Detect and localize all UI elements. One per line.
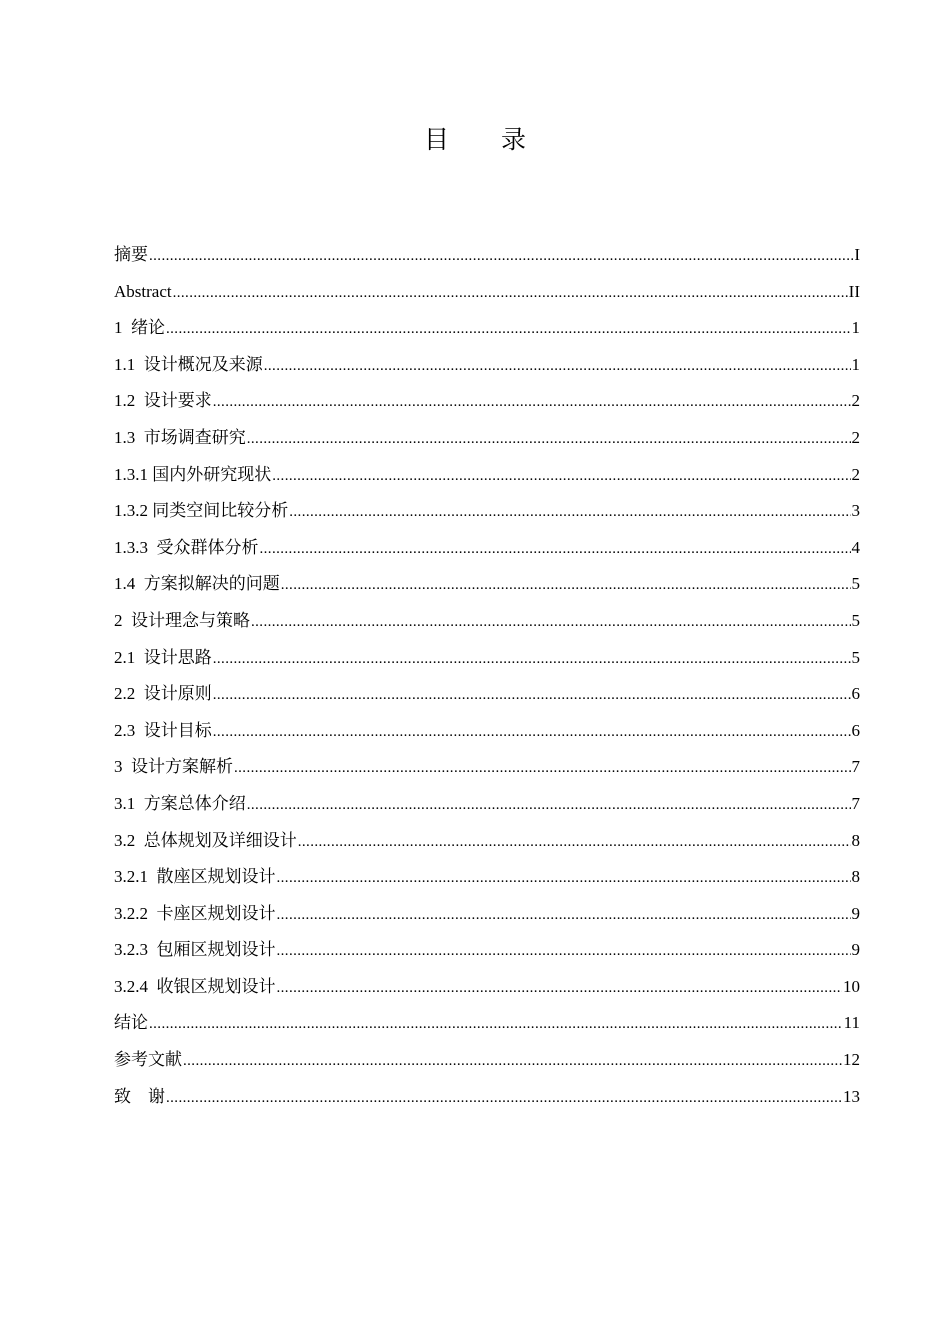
toc-entry[interactable]	[114, 383, 860, 420]
toc-entry-page: 8	[851, 830, 860, 850]
toc-entry-page: 6	[851, 720, 860, 740]
toc-entry[interactable]	[114, 676, 860, 713]
toc-leader-dots	[213, 384, 851, 420]
toc-entry-page: 9	[851, 903, 860, 923]
toc-leader-dots	[166, 311, 851, 347]
toc-entry-label: Abstract	[114, 281, 172, 301]
toc-leader-dots	[298, 824, 851, 860]
toc-entry[interactable]	[114, 786, 860, 823]
toc-leader-dots	[213, 714, 851, 750]
toc-entry[interactable]	[114, 1005, 860, 1042]
toc-entry[interactable]	[114, 713, 860, 750]
toc-entry[interactable]	[114, 420, 860, 457]
toc-entry-label: 1.4 方案拟解决的问题	[114, 574, 280, 594]
toc-entry[interactable]	[114, 530, 860, 567]
toc-leader-dots	[272, 458, 850, 494]
toc-leader-dots	[289, 494, 850, 530]
toc-entry[interactable]	[114, 932, 860, 969]
toc-entry-label: 2.1 设计思路	[114, 647, 212, 667]
toc-entry-label: 1.3.1 国内外研究现状	[114, 464, 272, 484]
toc-entry[interactable]	[114, 969, 860, 1006]
toc-entry-page: 10	[843, 976, 860, 996]
toc-entry-page: 1	[851, 318, 860, 338]
toc-entry[interactable]	[114, 749, 860, 786]
toc-leader-dots	[251, 604, 851, 640]
toc-entry-label: 3.2.2 卡座区规划设计	[114, 903, 276, 923]
toc-leader-dots	[166, 1080, 842, 1116]
toc-entry-label: 1.1 设计概况及来源	[114, 354, 263, 374]
toc-title: 目 录	[424, 125, 548, 154]
toc-entry-page: 11	[843, 1013, 860, 1033]
toc-entry-page: 1	[851, 354, 860, 374]
toc-leader-dots	[247, 421, 851, 457]
toc-leader-dots	[277, 970, 843, 1006]
toc-leader-dots	[149, 238, 853, 274]
toc-entry-page: 2	[851, 464, 860, 484]
toc-entry-label: 3.1 方案总体介绍	[114, 793, 246, 813]
toc-entry-page: 4	[851, 537, 860, 557]
toc-leader-dots	[149, 1006, 843, 1042]
toc-entry[interactable]	[114, 640, 860, 677]
toc-entry[interactable]	[114, 310, 860, 347]
toc-entry-page: 2	[851, 391, 860, 411]
toc-entry-label: 3 设计方案解析	[114, 757, 233, 777]
toc-leader-dots	[213, 641, 851, 677]
toc-entry-label: 致 谢	[114, 1086, 165, 1106]
toc-entry[interactable]	[114, 566, 860, 603]
toc-entry-page: 8	[851, 867, 860, 887]
toc-entry-page: 5	[851, 574, 860, 594]
toc-entry[interactable]	[114, 1042, 860, 1079]
toc-entry[interactable]	[114, 493, 860, 530]
toc-entry-page: I	[854, 245, 860, 264]
toc-entry-page: 2	[851, 427, 860, 447]
toc-leader-dots	[247, 787, 851, 823]
toc-entry-page: 6	[851, 684, 860, 704]
toc-entry-label: 1.3 市场调查研究	[114, 427, 246, 447]
toc-entry-label: 3.2 总体规划及详细设计	[114, 830, 297, 850]
toc-entry-label: 参考文献	[114, 1050, 182, 1070]
toc-entry[interactable]	[114, 237, 860, 274]
toc-entry-page: 13	[843, 1086, 860, 1106]
toc-entry-label: 3.2.1 散座区规划设计	[114, 867, 276, 887]
toc-entry[interactable]	[114, 1079, 860, 1116]
toc-entry-page: 7	[851, 757, 860, 777]
toc-entry[interactable]	[114, 896, 860, 933]
toc-leader-dots	[281, 567, 851, 603]
toc-leader-dots	[277, 933, 851, 969]
toc-list	[114, 237, 860, 1115]
toc-entry-page: 7	[851, 793, 860, 813]
toc-leader-dots	[234, 750, 851, 786]
toc-entry-label: 2.3 设计目标	[114, 720, 212, 740]
toc-entry[interactable]	[114, 457, 860, 494]
toc-entry-label: 1 绪论	[114, 318, 165, 338]
toc-leader-dots	[260, 531, 851, 567]
toc-entry-label: 2.2 设计原则	[114, 684, 212, 704]
toc-leader-dots	[277, 897, 851, 933]
toc-entry-label: 结论	[114, 1013, 148, 1033]
toc-entry-label: 1.2 设计要求	[114, 391, 212, 411]
toc-entry[interactable]	[114, 274, 860, 311]
toc-entry[interactable]	[114, 347, 860, 384]
toc-entry-label: 摘要	[114, 245, 148, 264]
toc-entry-label: 3.2.4 收银区规划设计	[114, 976, 276, 996]
toc-entry-page: 5	[851, 610, 860, 630]
toc-entry[interactable]	[114, 823, 860, 860]
toc-leader-dots	[173, 275, 848, 311]
toc-leader-dots	[213, 677, 851, 713]
toc-entry-label: 3.2.3 包厢区规划设计	[114, 940, 276, 960]
toc-entry-page: 9	[851, 940, 860, 960]
toc-entry-label: 1.3.3 受众群体分析	[114, 537, 259, 557]
toc-entry[interactable]	[114, 859, 860, 896]
toc-leader-dots	[277, 860, 851, 896]
toc-entry-label: 2 设计理念与策略	[114, 610, 250, 630]
toc-entry-label: 1.3.2 同类空间比较分析	[114, 501, 289, 521]
toc-entry-page: 12	[843, 1050, 860, 1070]
toc-leader-dots	[264, 348, 851, 384]
toc-leader-dots	[183, 1043, 842, 1079]
toc-entry-page: II	[848, 281, 860, 301]
toc-entry[interactable]	[114, 603, 860, 640]
toc-entry-page: 5	[851, 647, 860, 667]
toc-entry-page: 3	[851, 501, 860, 521]
